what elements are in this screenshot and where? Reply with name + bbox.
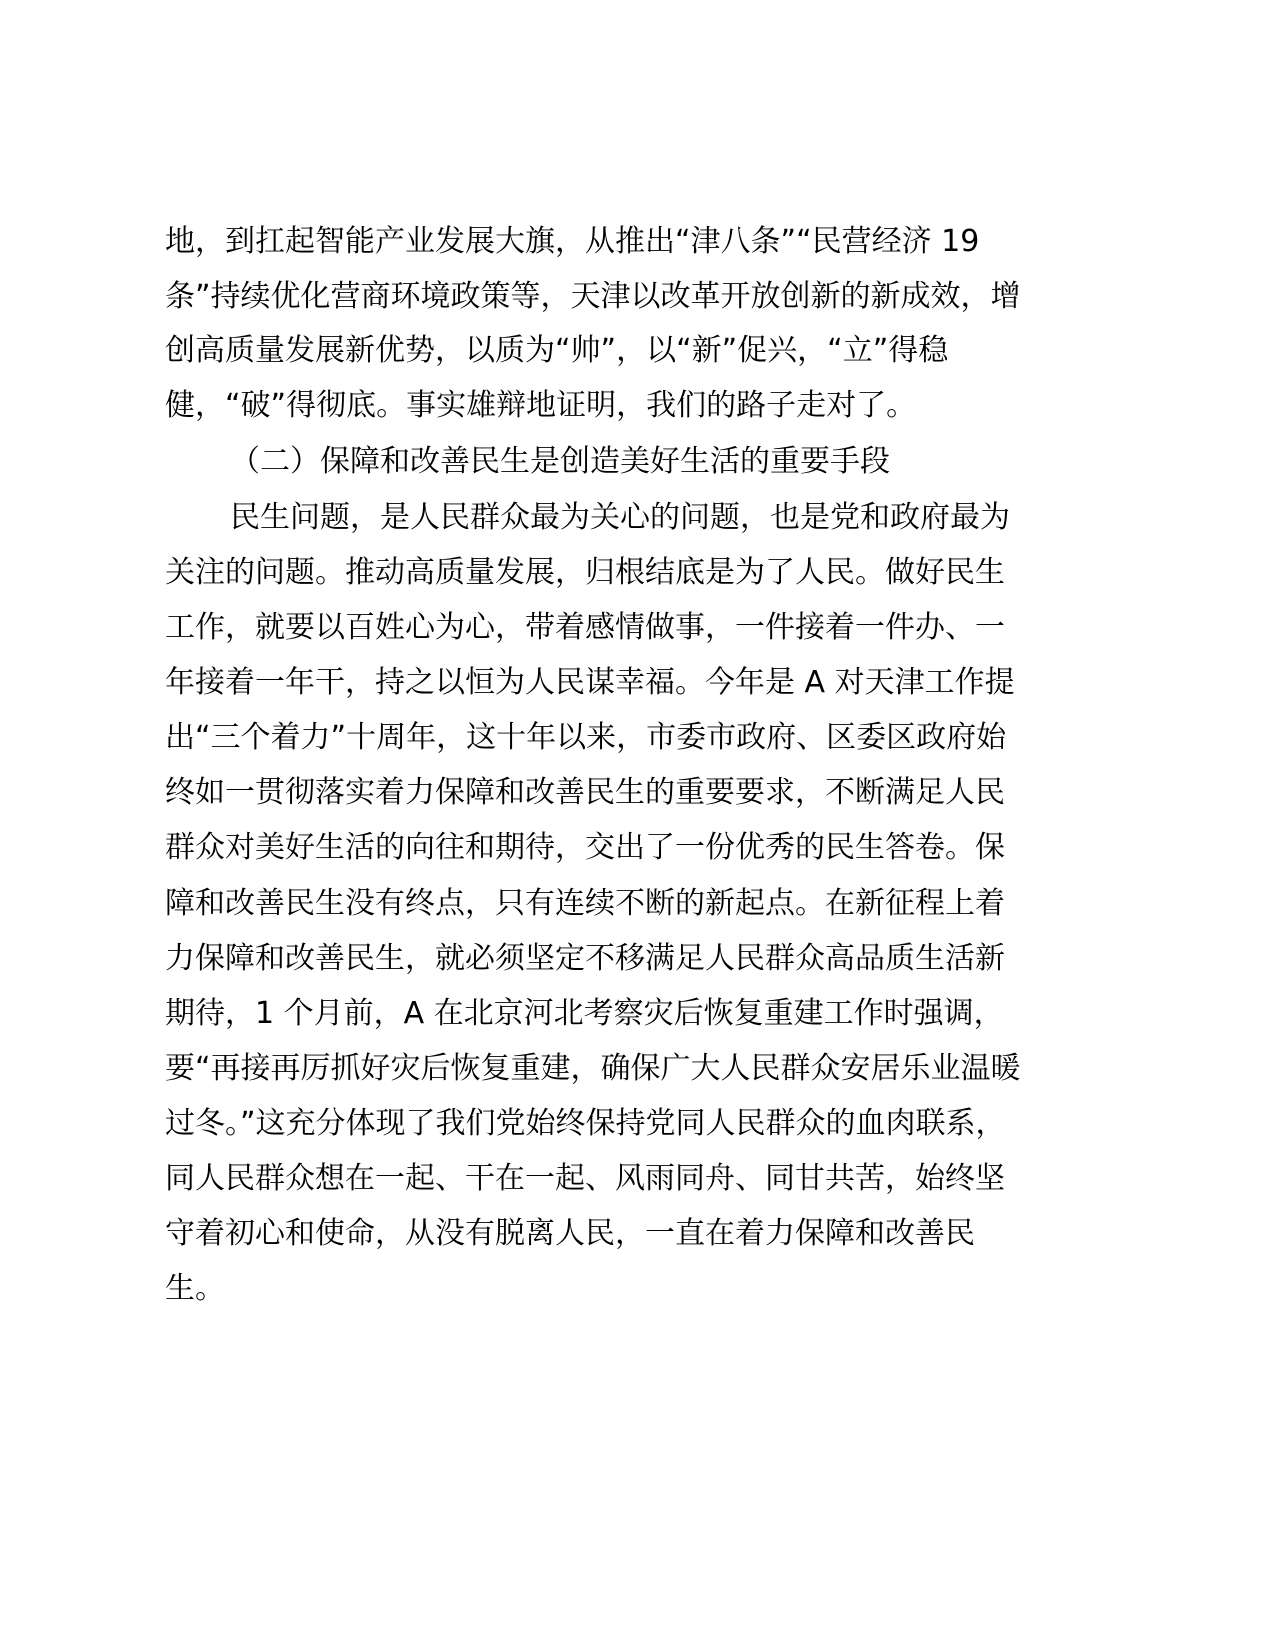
body-text-line: 地，到扛起智能产业发展大旗，从推出“津八条”“民营经济 19 bbox=[165, 224, 980, 259]
body-text-line: 工作，就要以百姓心为心，带着感情做事，一件接着一件办、一 bbox=[165, 610, 1005, 645]
body-text-line: 期待，1 个月前，A 在北京河北考察灾后恢复重建工作时强调， bbox=[165, 996, 1004, 1031]
body-text-line: 出“三个着力”十周年，这十年以来，市委市政府、区委区政府始 bbox=[165, 720, 1007, 755]
section-heading: （二）保障和改善民生是创造美好生活的重要手段 bbox=[230, 444, 890, 479]
body-text-line: 同人民群众想在一起、干在一起、风雨同舟、同甘共苦，始终坚 bbox=[165, 1161, 1005, 1196]
body-text-line: 力保障和改善民生，就必须坚定不移满足人民群众高品质生活新 bbox=[165, 941, 1005, 976]
body-text-line: 生。 bbox=[165, 1271, 225, 1306]
body-text-line: 关注的问题。推动高质量发展，归根结底是为了人民。做好民生 bbox=[165, 555, 1005, 590]
body-text-line: 群众对美好生活的向往和期待，交出了一份优秀的民生答卷。保 bbox=[165, 830, 1005, 865]
body-text-line: 创高质量发展新优势，以质为“帅”，以“新”促兴，“立”得稳 bbox=[165, 333, 949, 368]
body-text-line: 守着初心和使命，从没有脱离人民，一直在着力保障和改善民 bbox=[165, 1216, 975, 1251]
body-text-line: 障和改善民生没有终点，只有连续不断的新起点。在新征程上着 bbox=[165, 886, 1005, 921]
body-text-line: 民生问题，是人民群众最为关心的问题，也是党和政府最为 bbox=[230, 500, 1010, 535]
body-text-line: 终如一贯彻落实着力保障和改善民生的重要要求，不断满足人民 bbox=[165, 775, 1005, 810]
body-text-line: 要“再接再厉抓好灾后恢复重建，确保广大人民群众安居乐业温暖 bbox=[165, 1051, 1021, 1086]
body-text-line: 过冬。”这充分体现了我们党始终保持党同人民群众的血肉联系， bbox=[165, 1106, 1006, 1141]
body-text-line: 健，“破”得彻底。事实雄辩地证明，我们的路子走对了。 bbox=[165, 388, 917, 423]
body-text-line: 年接着一年干，持之以恒为人民谋幸福。今年是 A 对天津工作提 bbox=[165, 665, 1015, 700]
body-text-line: 条”持续优化营商环境政策等，天津以改革开放创新的新成效，增 bbox=[165, 279, 1021, 314]
